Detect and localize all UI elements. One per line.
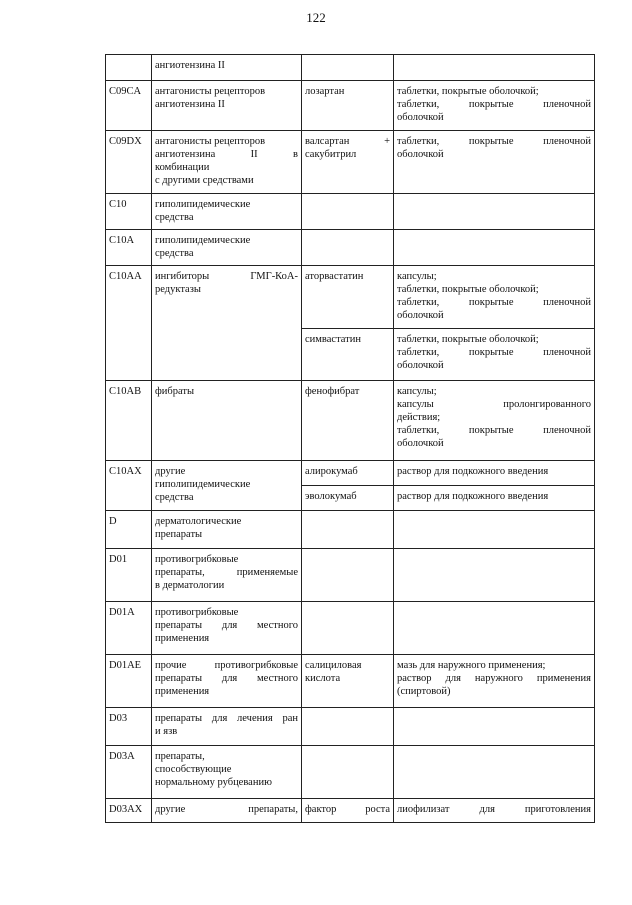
dosage-form-text: таблетки, покрытые пленочной [397,425,591,436]
table-row [106,266,595,329]
dosage-form-text: капсулы; [397,386,437,397]
drug-cell [302,799,394,823]
dosage-form-cell: раствор для подкожного введения [394,461,595,486]
dosage-form-cell [394,55,595,81]
group-name-text: препараты для местного [155,620,298,631]
group-name-text: и язв [155,726,178,737]
drug-cell [302,602,394,655]
table-row [106,746,595,799]
drug-cell [302,655,394,708]
drug-cell [302,131,394,194]
atc-code-cell: C10 [106,194,152,230]
group-name-text: противогрибковые [155,607,239,618]
drug-cell [302,549,394,602]
group-name-text: гиполипидемические [155,235,251,246]
table-row [106,131,595,194]
dosage-form-cell [394,511,595,549]
group-name-text: с другими средствами [155,175,254,186]
drug-cell [302,511,394,549]
dosage-form-text: раствор для наружного применения [397,673,591,684]
group-name-text: гиполипидемические [155,479,251,490]
table-row [106,461,595,486]
dosage-form-text: капсулы; [397,271,437,282]
drug-text: салициловая [305,660,362,671]
group-name-text: антагонисты рецепторов [155,86,266,97]
dosage-form-cell [394,655,595,708]
drug-cell [302,55,394,81]
table-row [106,55,595,81]
group-name-text: гиполипидемические [155,199,251,210]
group-name-cell [152,55,302,81]
atc-code-cell: C09CA [106,81,152,131]
group-name-cell: фибраты [152,381,302,461]
atc-code-cell: D01AE [106,655,152,708]
table-row [106,602,595,655]
group-name-text: ингибиторы ГМГ-КоА- [155,271,298,282]
group-name-cell [152,511,302,549]
group-name-cell [152,799,302,823]
dosage-form-text: таблетки, покрытые пленочной [397,297,591,308]
drug-cell: алирокумаб [302,461,394,486]
atc-code-cell: D03A [106,746,152,799]
dosage-form-cell [394,381,595,461]
group-name-cell [152,746,302,799]
dosage-form-text: (спиртовой) [397,686,451,697]
atc-code-cell: D03AX [106,799,152,823]
dosage-form-cell [394,194,595,230]
group-name-cell [152,708,302,746]
atc-code-cell: C10A [106,230,152,266]
group-name-cell [152,549,302,602]
dosage-form-cell: раствор для подкожного введения [394,486,595,511]
dosage-form-cell [394,230,595,266]
group-name-text: средства [155,492,194,503]
drug-text: валсартан + [305,136,390,147]
group-name-text: препараты, [155,751,205,762]
group-name-text: препараты, применяемые [155,567,298,578]
atc-code-cell [106,55,152,81]
table-row [106,194,595,230]
atc-code-cell: D01A [106,602,152,655]
drug-text: кислота [305,673,341,684]
dosage-form-text: таблетки, покрытые оболочкой; [397,284,539,295]
group-name-text: ангиотензина II [155,60,225,71]
drug-cell: аторвастатин [302,266,394,329]
drug-text: сакубитрил [305,149,357,160]
table-row [106,230,595,266]
dosage-form-text: таблетки, покрытые оболочкой; [397,334,539,345]
dosage-form-cell [394,746,595,799]
group-name-text: применения [155,633,210,644]
drug-cell [302,194,394,230]
group-name-text: другие препараты, [155,804,298,815]
atc-code-cell: C10AB [106,381,152,461]
atc-code-cell: D [106,511,152,549]
group-name-text: в дерматологии [155,580,225,591]
group-name-text: комбинации [155,162,210,173]
group-name-text: средства [155,248,194,259]
page-number: 122 [306,10,326,25]
group-name-text: нормальному рубцеванию [155,777,272,788]
dosage-form-text: оболочкой [397,360,444,371]
dosage-form-text: оболочкой [397,149,444,160]
group-name-text: средства [155,212,194,223]
atc-code-cell: C09DX [106,131,152,194]
group-name-cell [152,602,302,655]
atc-code-cell: D01 [106,549,152,602]
dosage-form-cell [394,602,595,655]
group-name-text: дерматологические [155,516,242,527]
drug-cell [302,708,394,746]
dosage-form-text: мазь для наружного применения; [397,660,546,671]
group-name-cell [152,131,302,194]
group-name-text: прочие противогрибковые [155,660,298,671]
group-name-text: антагонисты рецепторов [155,136,266,147]
group-name-text: противогрибковые [155,554,239,565]
dosage-form-cell [394,81,595,131]
group-name-text: препараты [155,529,203,540]
dosage-form-cell [394,549,595,602]
atc-code-cell: C10AX [106,461,152,511]
drug-text: фактор роста [305,804,390,815]
group-name-cell [152,81,302,131]
dosage-form-cell [394,329,595,381]
group-name-text: ангиотензина II в [155,149,298,160]
dosage-form-text: лиофилизат для приготовления [397,804,591,815]
table-row [106,381,595,461]
drug-cell [302,230,394,266]
dosage-form-text: оболочкой [397,112,444,123]
group-name-text: применения [155,686,210,697]
dosage-form-cell [394,799,595,823]
dosage-form-cell [394,266,595,329]
group-name-text: редуктазы [155,284,201,295]
dosage-form-text: действия; [397,412,441,423]
group-name-text: ангиотензина II [155,99,225,110]
group-name-cell [152,194,302,230]
table-row [106,708,595,746]
dosage-form-text: оболочкой [397,438,444,449]
dosage-form-text: таблетки, покрытые пленочной [397,136,591,147]
dosage-form-cell [394,131,595,194]
dosage-form-cell [394,708,595,746]
group-name-text: другие [155,466,186,477]
drug-cell: эволокумаб [302,486,394,511]
drug-cell: фенофибрат [302,381,394,461]
drug-classification-table [105,54,595,823]
group-name-text: способствующие [155,764,232,775]
group-name-cell [152,230,302,266]
table-row [106,81,595,131]
group-name-cell [152,461,302,511]
atc-code-cell: D03 [106,708,152,746]
group-name-text: препараты для местного [155,673,298,684]
table-row [106,511,595,549]
dosage-form-text: таблетки, покрытые оболочкой; [397,86,539,97]
table-row [106,549,595,602]
group-name-cell [152,266,302,381]
dosage-form-text: капсулы пролонгированного [397,399,591,410]
dosage-form-text: таблетки, покрытые пленочной [397,99,591,110]
dosage-form-text: оболочкой [397,310,444,321]
dosage-form-text: таблетки, покрытые пленочной [397,347,591,358]
table-row [106,799,595,823]
drug-cell [302,746,394,799]
drug-cell: лозартан [302,81,394,131]
table-row [106,655,595,708]
group-name-cell [152,655,302,708]
group-name-text: препараты для лечения ран [155,713,298,724]
atc-code-cell: C10AA [106,266,152,381]
drug-cell: симвастатин [302,329,394,381]
